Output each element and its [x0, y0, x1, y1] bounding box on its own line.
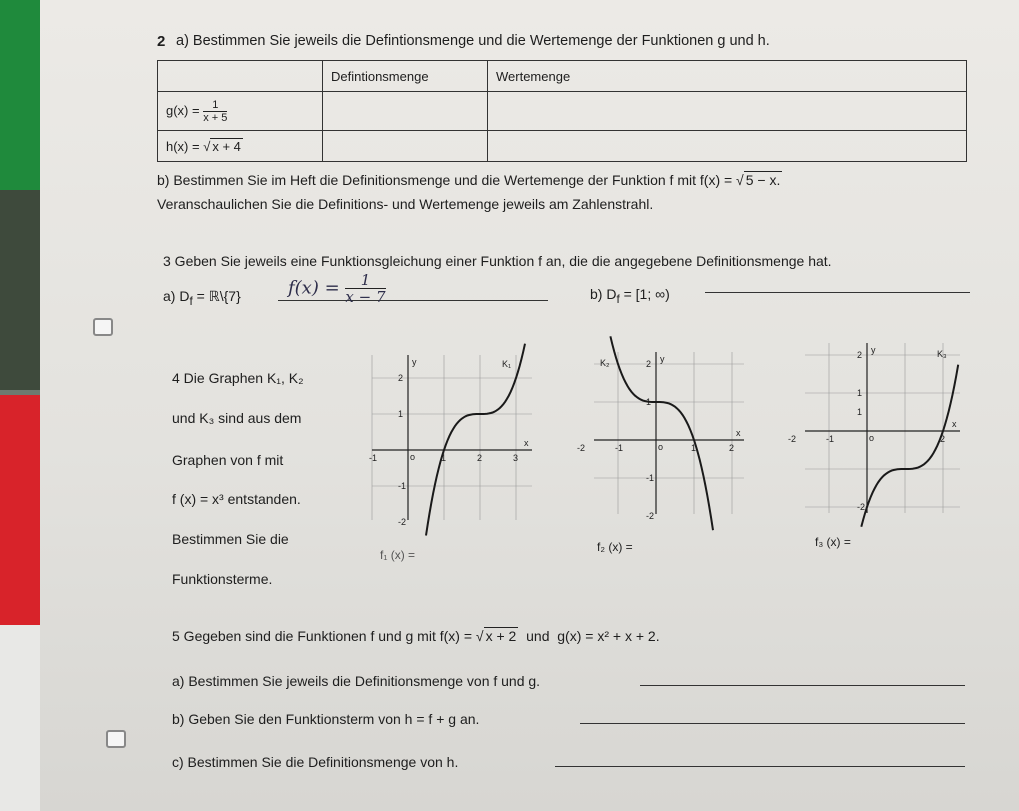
header-definitionsmenge: Defintionsmenge	[323, 61, 488, 92]
origin-label: o	[869, 433, 875, 443]
task3b-set: = [1; ∞)	[619, 286, 670, 302]
x-tick-label: 2	[477, 453, 483, 463]
curve	[426, 344, 525, 536]
g-fraction	[203, 99, 227, 124]
x-tick-label: 1	[441, 453, 447, 463]
task2a-text: a) Bestimmen Sie jeweils die Defintionsmenge und die Wertemenge der Funktionen g und h.	[176, 33, 770, 49]
y-tick-label: -2	[646, 511, 655, 521]
task3a-answer-label: f(x) =	[288, 277, 340, 299]
task5-f-radicand: x + 2	[485, 628, 517, 644]
x-tick-label: 1	[691, 443, 697, 453]
task3a-handwritten-answer	[288, 272, 386, 305]
task4-line6: Funktionsterme.	[172, 571, 273, 587]
x-tick-label: -2	[788, 434, 797, 444]
task4-line4: f (x) = x³ entstanden.	[172, 491, 301, 507]
binder-hole	[106, 730, 126, 748]
y-tick-label: -1	[398, 481, 407, 491]
f1-label: f₁ (x) =	[380, 548, 416, 562]
table-corner	[158, 61, 323, 92]
task5b-answer-line[interactable]	[580, 723, 965, 724]
g-denominator: x + 5	[203, 111, 228, 124]
task4-line3: Graphen von f mit	[172, 452, 284, 468]
y-tick-label: 2	[857, 350, 863, 360]
task5c-answer-line[interactable]	[555, 766, 965, 767]
x-tick-label: -1	[826, 434, 835, 444]
x-tick-label: 2	[940, 434, 946, 444]
g-label: g(x) =	[166, 102, 200, 118]
graph-label: K₂	[600, 358, 610, 368]
x-tick-label: -1	[615, 443, 624, 453]
task3b-label: b) D	[590, 286, 617, 302]
task3a-sub: f	[189, 294, 193, 308]
task2b-f: f(x) =	[699, 172, 733, 188]
task2-number: 2	[157, 33, 166, 50]
y-tick-label: -2	[398, 517, 407, 527]
definition-value-table	[157, 60, 967, 162]
graph-label: K₁	[502, 359, 512, 369]
h-def-answer-cell[interactable]	[323, 131, 488, 162]
task5-g-def: g(x) = x² + x + 2.	[557, 628, 660, 644]
task3a-answer-den: x − 7	[345, 288, 386, 306]
task4-line1: 4 Die Graphen K₁, K₂	[172, 370, 304, 386]
task5c-text: c) Bestimmen Sie die Definitionsmenge von h.	[172, 754, 459, 770]
task3b	[590, 286, 670, 306]
y-tick-label: 1	[646, 397, 652, 407]
y-tick-label: 1	[398, 409, 404, 419]
x-tick-label: -2	[577, 443, 586, 453]
curve	[610, 336, 713, 530]
task3a-set: = ℝ\{7}	[192, 288, 241, 304]
x-tick-label: 3	[513, 453, 519, 463]
h-label: h(x) =	[166, 138, 200, 154]
task5-intro-text: 5 Gegeben sind die Funktionen f und g mit	[172, 628, 436, 644]
graph-label: K₃	[937, 349, 947, 359]
h-radicand: x + 4	[212, 138, 241, 154]
binder-hole	[93, 318, 113, 336]
task5a-answer-line[interactable]	[640, 685, 965, 686]
y-tick-label: -1	[646, 473, 655, 483]
task5b-text: b) Geben Sie den Funktionsterm von h = f + g an.	[172, 711, 480, 727]
task4-line2: und K₃ sind aus dem	[172, 410, 302, 426]
y-axis-label: y	[871, 345, 876, 355]
task2b-radicand: 5 − x.	[745, 172, 781, 188]
y-tick-label: 2	[646, 359, 652, 369]
origin-label: o	[658, 442, 664, 452]
task3a-label: a) D	[163, 288, 190, 304]
task3a-answer-fraction	[345, 272, 385, 305]
curve	[861, 365, 958, 527]
task3b-answer-line[interactable]	[705, 292, 970, 293]
f3-label: f₃ (x) =	[815, 535, 851, 549]
g-def-answer-cell[interactable]	[323, 92, 488, 131]
row-g	[158, 92, 323, 131]
task3b-sub: f	[616, 292, 620, 306]
x-axis-label: x	[736, 428, 741, 438]
task3-intro: 3 Geben Sie jeweils eine Funktionsgleichung einer Funktion f an, die die angegebene Definitionsmenge hat.	[163, 253, 832, 269]
task4-line5: Bestimmen Sie die	[172, 531, 289, 547]
origin-label: o	[410, 452, 416, 462]
y-tick-label: -2	[857, 502, 866, 512]
row-h: h(x) = √ x + 4	[158, 131, 323, 162]
task5-intro: 5 Gegeben sind die Funktionen f und g mit f(x) = √ x + 2 und g(x) = x² + x + 2.	[172, 628, 660, 644]
y-tick-label: 2	[398, 373, 404, 383]
y-axis-label: y	[412, 357, 417, 367]
task3a-answer-num: 1	[345, 272, 385, 289]
task2b-line2: Veranschaulichen Sie die Definitions- und Wertemenge jeweils am Zahlenstrahl.	[157, 196, 654, 212]
graph-k1	[369, 355, 532, 527]
graph-k3	[788, 343, 960, 513]
header-wertemenge: Wertemenge	[488, 61, 967, 92]
g-numerator: 1	[203, 99, 227, 112]
task2b-text: b) Bestimmen Sie im Heft die Definitionsmenge und die Wertemenge der Funktion f mit f(x) = √ 5 − x.	[157, 172, 781, 188]
y-tick-label: 1	[857, 388, 863, 398]
h-val-answer-cell[interactable]	[488, 131, 967, 162]
x-tick-label: -1	[369, 453, 378, 463]
task5-f-def: f(x) =	[439, 628, 473, 644]
g-val-answer-cell[interactable]	[488, 92, 967, 131]
f2-label: f₂ (x) =	[597, 540, 633, 554]
x-axis-label: x	[952, 419, 957, 429]
graph-k2	[577, 352, 744, 521]
x-axis-label: x	[524, 438, 529, 448]
y-tick-label: 1	[857, 407, 863, 417]
x-tick-label: 2	[729, 443, 735, 453]
task5-und: und	[526, 628, 550, 644]
task2b-line1: b) Bestimmen Sie im Heft die Definitionsmenge und die Wertemenge der Funktion f mit	[157, 172, 696, 188]
y-axis-label: y	[660, 354, 665, 364]
task3a	[163, 288, 241, 308]
task5a-text: a) Bestimmen Sie jeweils die Definitionsmenge von f und g.	[172, 673, 541, 689]
